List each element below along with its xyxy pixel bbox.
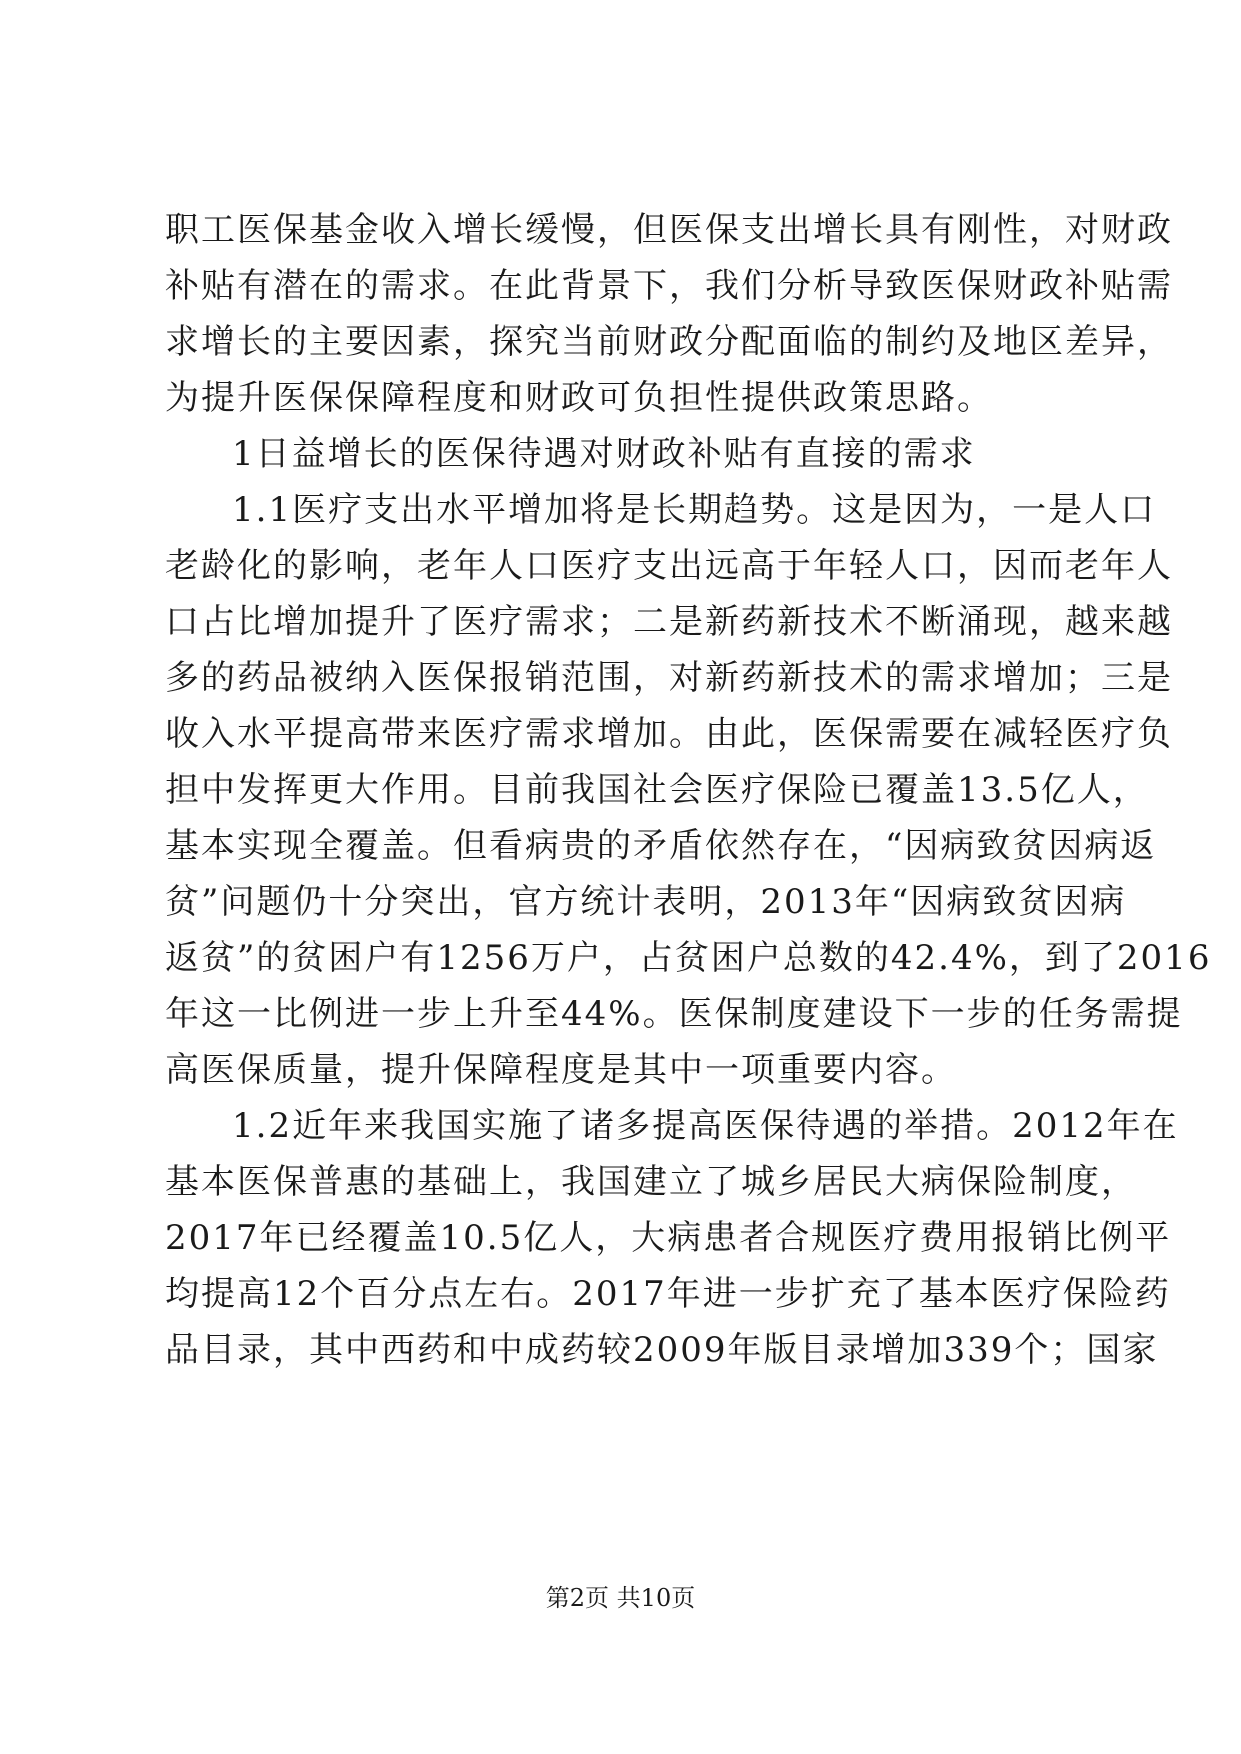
body-line: 收入水平提高带来医疗需求增加。由此，医保需要在减轻医疗负 bbox=[165, 714, 1173, 754]
body-line: 年这一比例进一步上升至44%。医保制度建设下一步的任务需提 bbox=[165, 994, 1183, 1034]
body-line: 1.2近年来我国实施了诸多提高医保待遇的举措。2012年在 bbox=[232, 1106, 1179, 1146]
body-line: 求增长的主要因素，探究当前财政分配面临的制约及地区差异， bbox=[165, 322, 1173, 362]
body-line: 职工医保基金收入增长缓慢，但医保支出增长具有刚性，对财政 bbox=[165, 210, 1173, 250]
section-heading: 1日益增长的医保待遇对财政补贴有直接的需求 bbox=[232, 434, 976, 474]
body-line: 口占比增加提升了医疗需求；二是新药新技术不断涌现，越来越 bbox=[165, 602, 1173, 642]
body-line: 均提高12个百分点左右。2017年进一步扩充了基本医疗保险药 bbox=[165, 1274, 1171, 1314]
body-line: 基本医保普惠的基础上，我国建立了城乡居民大病保险制度， bbox=[165, 1162, 1137, 1202]
body-line: 品目录，其中西药和中成药较2009年版目录增加339个；国家 bbox=[165, 1330, 1159, 1370]
body-line: 补贴有潜在的需求。在此背景下，我们分析导致医保财政补贴需 bbox=[165, 266, 1173, 306]
body-line: 多的药品被纳入医保报销范围，对新药新技术的需求增加；三是 bbox=[165, 658, 1173, 698]
body-line: 2017年已经覆盖10.5亿人，大病患者合规医疗费用报销比例平 bbox=[165, 1218, 1172, 1258]
body-line: 担中发挥更大作用。目前我国社会医疗保险已覆盖13.5亿人， bbox=[165, 770, 1149, 810]
body-line: 为提升医保保障程度和财政可负担性提供政策思路。 bbox=[165, 378, 993, 418]
body-line: 返贫”的贫困户有1256万户，占贫困户总数的42.4%，到了2016 bbox=[165, 938, 1212, 978]
body-line: 老龄化的影响，老年人口医疗支出远高于年轻人口，因而老年人 bbox=[165, 546, 1173, 586]
body-line: 1.1医疗支出水平增加将是长期趋势。这是因为，一是人口 bbox=[232, 490, 1157, 530]
body-line: 贫”问题仍十分突出，官方统计表明，2013年“因病致贫因病 bbox=[165, 882, 1127, 922]
body-line: 基本实现全覆盖。但看病贵的矛盾依然存在，“因病致贫因病返 bbox=[165, 826, 1157, 866]
page-footer: 第2页 共10页 bbox=[545, 1584, 696, 1612]
body-line: 高医保质量，提升保障程度是其中一项重要内容。 bbox=[165, 1050, 957, 1090]
